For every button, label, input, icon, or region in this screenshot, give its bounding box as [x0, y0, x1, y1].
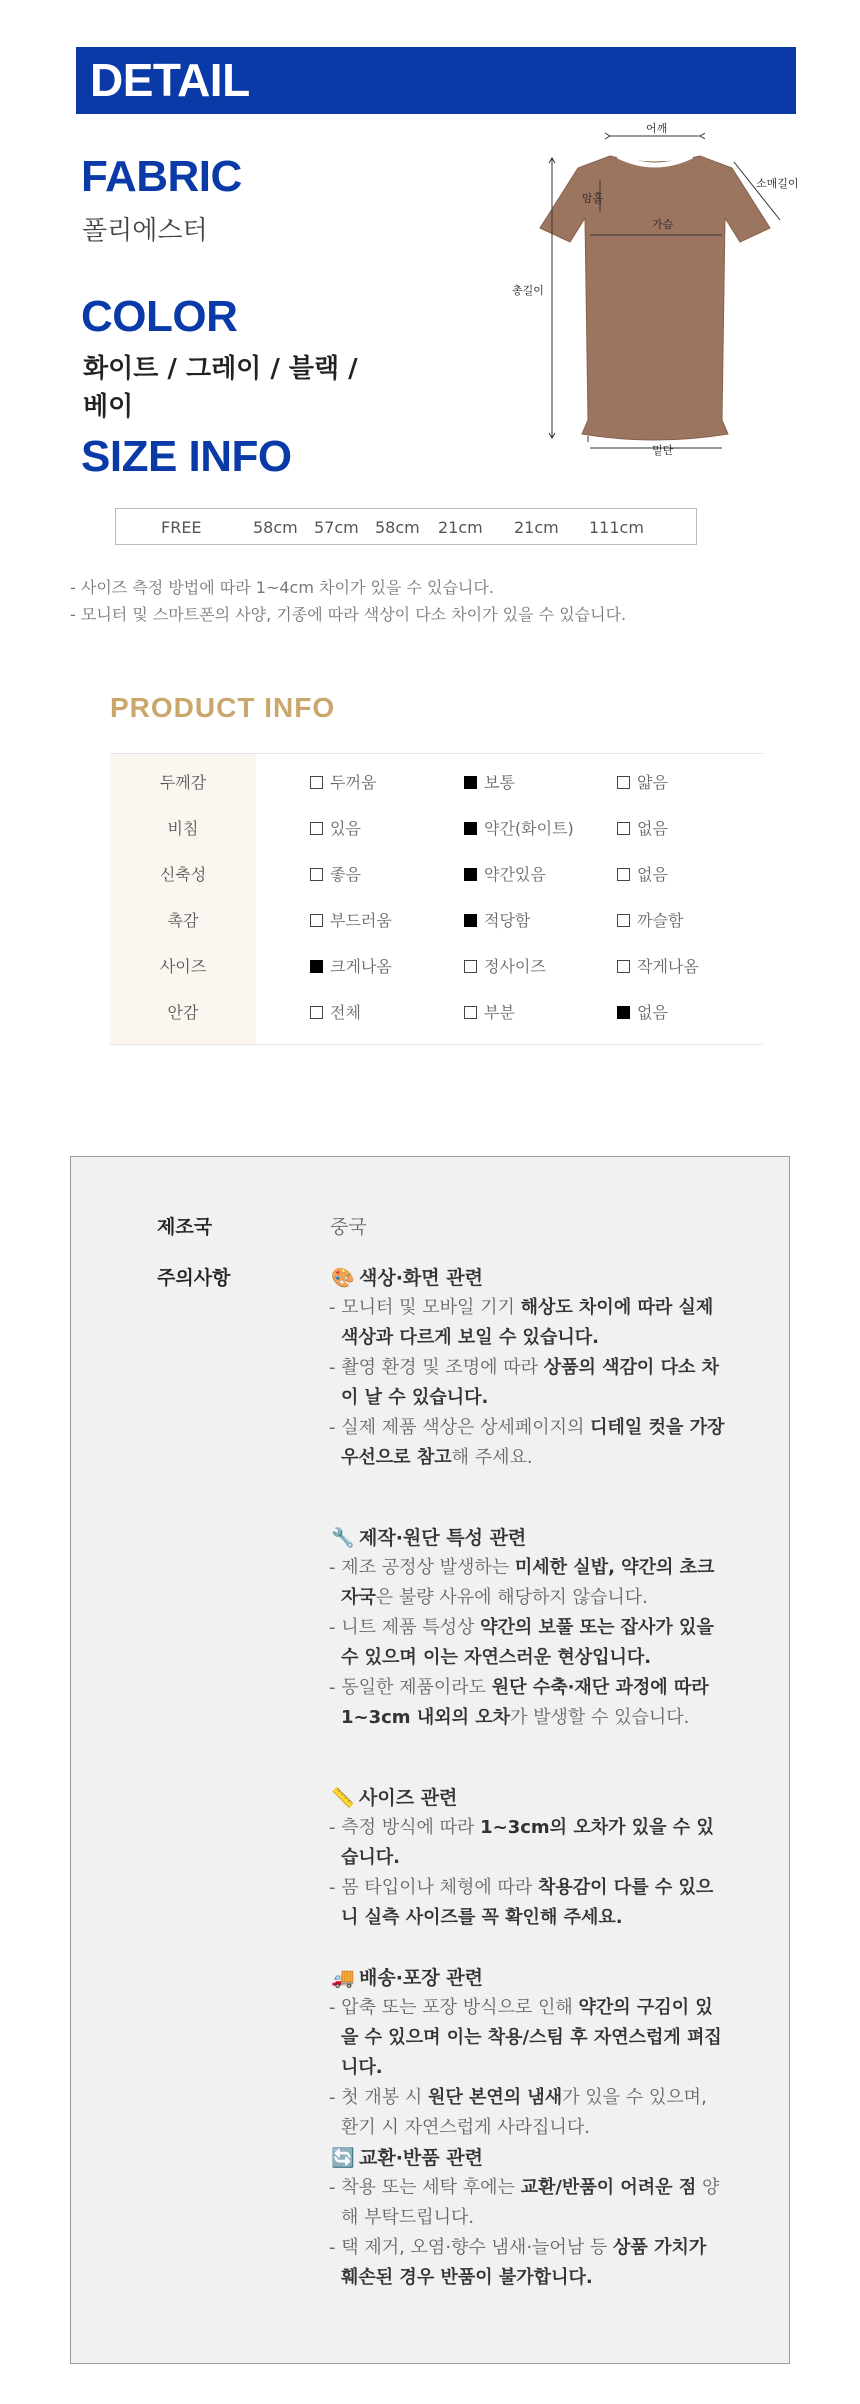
option-label: 부분	[484, 1003, 515, 1022]
option-label: 좋음	[330, 865, 361, 884]
origin-value: 중국	[330, 1216, 367, 1238]
empty-box-icon	[617, 914, 630, 927]
armhole-label: 암홀	[582, 192, 604, 205]
size-shoulder: 58cm	[253, 518, 298, 537]
product-info-option	[310, 816, 361, 839]
color-note: - 모니터 및 스마트폰의 사양, 기종에 따라 색상이 다소 차이가 있을 수 있습니다.	[70, 605, 627, 624]
dress-illustration	[500, 120, 810, 470]
checked-box-icon	[617, 1006, 630, 1019]
product-info-option	[310, 770, 376, 793]
caution-item: - 동일한 제품이라도 원단 수축·재단 과정에 따라 1~3cm 내외의 오차가 발생할 수 있습니다.	[329, 1677, 709, 1728]
caution-section-body	[329, 1813, 729, 1933]
empty-box-icon	[310, 1006, 323, 1019]
caution-section-body	[329, 1293, 729, 1473]
empty-box-icon	[617, 960, 630, 973]
caution-section-body	[329, 1993, 729, 2143]
option-label: 두꺼움	[330, 773, 377, 792]
option-label: 작게나옴	[637, 957, 699, 976]
empty-box-icon	[617, 868, 630, 881]
product-info-label: 신축성	[159, 865, 207, 884]
empty-box-icon	[310, 822, 323, 835]
wrench-icon: 🔧	[331, 1527, 355, 1549]
section-title-text: 제작·원단 특성 관련	[359, 1527, 527, 1549]
product-info-label: 사이즈	[159, 957, 207, 976]
size-name: FREE	[161, 518, 202, 537]
size-hem: 21cm	[514, 518, 559, 537]
product-info-option	[464, 770, 515, 793]
product-info-label: 비침	[167, 819, 199, 838]
option-label: 얇음	[637, 773, 668, 792]
size-note: - 사이즈 측정 방법에 따라 1~4cm 차이가 있을 수 있습니다.	[70, 578, 494, 597]
caution-item: - 실제 제품 색상은 상세페이지의 디테일 컷을 가장 우선으로 참고해 주세요.	[329, 1417, 725, 1468]
notice-box	[70, 1156, 790, 2364]
caution-item: - 모니터 및 모바일 기기 해상도 차이에 따라 실제 색상과 다르게 보일 수 있습니다.	[329, 1297, 714, 1348]
product-info-option	[617, 954, 699, 977]
palette-icon: 🎨	[331, 1267, 355, 1289]
color-value: 화이트 / 그레이 / 블랙 / 베이	[83, 354, 358, 422]
option-label: 크게나옴	[330, 957, 392, 976]
dress-measurement-diagram	[500, 120, 810, 470]
truck-icon: 🚚	[331, 1967, 355, 1989]
origin-label: 제조국	[157, 1216, 213, 1238]
product-info-option	[464, 862, 546, 885]
chest-label: 가슴	[652, 218, 674, 231]
option-label: 없음	[637, 865, 668, 884]
product-info-row	[110, 803, 763, 849]
caution-section-title	[331, 1523, 526, 1550]
section-title-text: 교환·반품 관련	[359, 2147, 483, 2169]
product-info-label: 촉감	[167, 911, 199, 930]
caution-section-title	[331, 1783, 457, 1810]
product-info-option	[617, 816, 668, 839]
caution-section-body	[329, 2173, 729, 2293]
hem-label: 밑단	[652, 444, 674, 457]
caution-label: 주의사항	[157, 1267, 231, 1289]
size-chest: 57cm	[314, 518, 359, 537]
caution-item: - 택 제거, 오염·향수 냄새·늘어남 등 상품 가치가 훼손된 경우 반품이 불가합니다.	[329, 2237, 707, 2288]
option-label: 부드러움	[330, 911, 392, 930]
section-title-text: 사이즈 관련	[359, 1787, 458, 1809]
product-info-row	[110, 987, 763, 1033]
product-info-label: 안감	[167, 1003, 199, 1022]
checked-box-icon	[310, 960, 323, 973]
option-label: 정사이즈	[484, 957, 546, 976]
product-info-option	[617, 770, 668, 793]
product-info-row	[110, 895, 763, 941]
product-info-option	[464, 816, 574, 839]
product-info-option	[617, 908, 683, 931]
ruler-icon: 📏	[331, 1787, 355, 1809]
exchange-icon: 🔄	[331, 2147, 355, 2169]
option-label: 보통	[484, 773, 515, 792]
product-info-option	[464, 908, 530, 931]
caution-section-body	[329, 1553, 729, 1733]
caution-item: - 니트 제품 특성상 약간의 보풀 또는 잡사가 있을 수 있으며 이는 자연스러운 현상입니다.	[329, 1617, 714, 1668]
caution-section-title	[331, 2143, 483, 2170]
option-label: 적당함	[484, 911, 531, 930]
caution-section-title	[331, 1263, 483, 1290]
caution-item: - 제조 공정상 발생하는 미세한 실밥, 약간의 초크 자국은 불량 사유에 해당하지 않습니다.	[329, 1557, 715, 1608]
product-info-label: 두께감	[159, 773, 207, 792]
caution-item: - 첫 개봉 시 원단 본연의 냄새가 있을 수 있으며, 환기 시 자연스럽게 사라집니다.	[329, 2087, 707, 2138]
size-table	[115, 508, 697, 545]
checked-box-icon	[464, 776, 477, 789]
empty-box-icon	[617, 776, 630, 789]
product-info-option	[310, 862, 361, 885]
empty-box-icon	[464, 960, 477, 973]
banner-title: DETAIL	[90, 54, 250, 106]
product-info-row	[110, 757, 763, 803]
total-length-label: 총길이	[512, 284, 544, 297]
size-sleeve: 21cm	[438, 518, 483, 537]
size-armhole: 58cm	[375, 518, 420, 537]
checked-box-icon	[464, 914, 477, 927]
sleeve-label: 소매길이	[756, 177, 799, 190]
caution-item: - 압축 또는 포장 방식으로 인해 약간의 구김이 있을 수 있으며 이는 착용/스팀 후 자연스럽게 펴집니다.	[329, 1997, 722, 2078]
product-info-option	[617, 862, 668, 885]
option-label: 약간(화이트)	[484, 819, 574, 838]
empty-box-icon	[310, 776, 323, 789]
empty-box-icon	[617, 822, 630, 835]
product-info-option	[464, 1000, 515, 1023]
section-title-text: 배송·포장 관련	[359, 1967, 483, 1989]
caution-item: - 측정 방식에 따라 1~3cm의 오차가 있을 수 있습니다.	[329, 1817, 714, 1868]
size-info-heading: SIZE INFO	[81, 432, 292, 481]
product-info-title: PRODUCT INFO	[110, 692, 336, 723]
caution-section-title	[331, 1963, 483, 1990]
size-length: 111cm	[589, 518, 644, 537]
option-label: 없음	[637, 1003, 668, 1022]
product-info-option	[310, 908, 392, 931]
product-info-option	[310, 1000, 361, 1023]
checked-box-icon	[464, 868, 477, 881]
caution-item: - 촬영 환경 및 조명에 따라 상품의 색감이 다소 차이 날 수 있습니다.	[329, 1357, 720, 1408]
product-info-option	[617, 1000, 668, 1023]
product-info-table	[110, 753, 763, 1045]
option-label: 없음	[637, 819, 668, 838]
product-info-option	[464, 954, 546, 977]
section-title-text: 색상·화면 관련	[359, 1267, 483, 1289]
product-info-option	[310, 954, 392, 977]
option-label: 까슬함	[637, 911, 684, 930]
shoulder-label: 어깨	[646, 122, 668, 135]
color-heading: COLOR	[81, 292, 238, 341]
option-label: 전체	[330, 1003, 361, 1022]
option-label: 있음	[330, 819, 361, 838]
checked-box-icon	[464, 822, 477, 835]
product-info-row	[110, 941, 763, 987]
product-info-row	[110, 849, 763, 895]
caution-item: - 착용 또는 세탁 후에는 교환/반품이 어려운 점 양해 부탁드립니다.	[329, 2177, 720, 2228]
detail-banner	[76, 47, 796, 114]
empty-box-icon	[464, 1006, 477, 1019]
caution-item: - 몸 타입이나 체형에 따라 착용감이 다를 수 있으니 실측 사이즈를 꼭 확인해 주세요.	[329, 1877, 714, 1928]
empty-box-icon	[310, 868, 323, 881]
fabric-heading: FABRIC	[81, 152, 242, 201]
empty-box-icon	[310, 914, 323, 927]
option-label: 약간있음	[484, 865, 546, 884]
fabric-value: 폴리에스터	[82, 216, 208, 246]
